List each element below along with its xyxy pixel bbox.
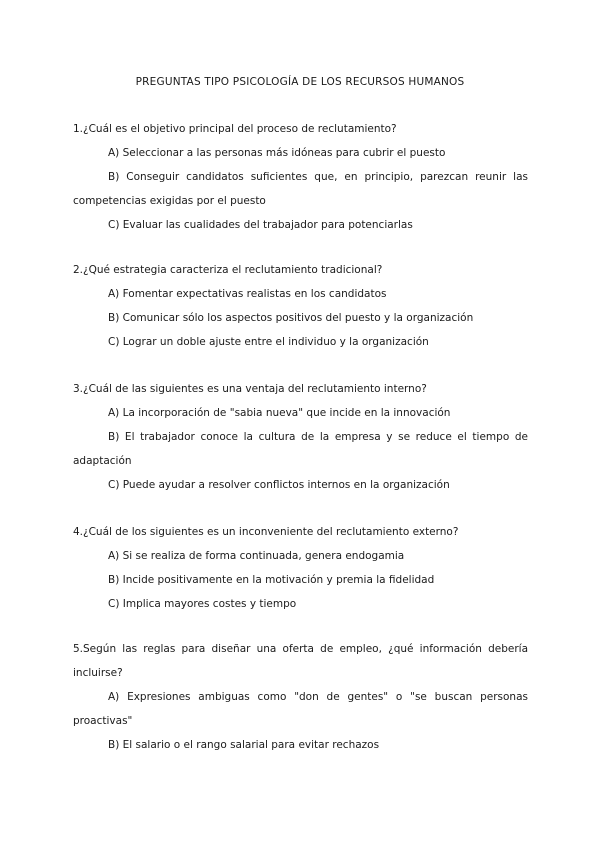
- answer-option-b: B) Incide positivamente en la motivación y premia la fidelidad: [108, 574, 435, 586]
- question-1: [73, 117, 528, 237]
- question-stem: 2.¿Qué estrategia caracteriza el reclutamiento tradicional?: [73, 264, 383, 276]
- answer-option-a: A) Seleccionar a las personas más idóneas para cubrir el puesto: [108, 147, 446, 159]
- question-stem: 1.¿Cuál es el objetivo principal del proceso de reclutamiento?: [73, 123, 397, 135]
- answer-option-b: B) Comunicar sólo los aspectos positivos del puesto y la organización: [108, 312, 474, 324]
- answer-option-a: A) Si se realiza de forma continuada, genera endogamia: [108, 550, 405, 562]
- answer-option-c: C) Lograr un doble ajuste entre el individuo y la organización: [108, 336, 429, 348]
- question-stem: 4.¿Cuál de los siguientes es un inconveniente del reclutamiento externo?: [73, 526, 459, 538]
- question-4: [73, 520, 528, 616]
- answer-option-a: A) La incorporación de "sabia nueva" que incide en la innovación: [108, 407, 451, 419]
- question-stem: 3.¿Cuál de las siguientes es una ventaja del reclutamiento interno?: [73, 383, 427, 395]
- answer-option-b: B) El salario o el rango salarial para evitar rechazos: [108, 739, 380, 751]
- answer-option-c: C) Puede ayudar a resolver conflictos internos en la organización: [108, 479, 450, 491]
- answer-option-c: C) Evaluar las cualidades del trabajador para potenciarlas: [108, 219, 413, 231]
- question-5: [73, 637, 528, 757]
- answer-option-b: B) El trabajador conoce la cultura de la empresa y se reduce el tiempo de adaptación: [73, 431, 528, 467]
- answer-option-a: A) Expresiones ambiguas como "don de gentes" o "se buscan personas proactivas": [73, 691, 528, 727]
- question-3: [73, 377, 528, 497]
- document-title: PREGUNTAS TIPO PSICOLOGÍA DE LOS RECURSOS HUMANOS: [135, 76, 465, 88]
- answer-option-c: C) Implica mayores costes y tiempo: [108, 598, 297, 610]
- question-stem: 5.Según las reglas para diseñar una oferta de empleo, ¿qué información debería incluirse?: [73, 643, 528, 679]
- answer-option-b: B) Conseguir candidatos suficientes que, en principio, parezcan reunir las competencias exigidas por el puesto: [73, 171, 528, 207]
- answer-option-a: A) Fomentar expectativas realistas en los candidatos: [108, 288, 387, 300]
- question-2: [73, 258, 528, 354]
